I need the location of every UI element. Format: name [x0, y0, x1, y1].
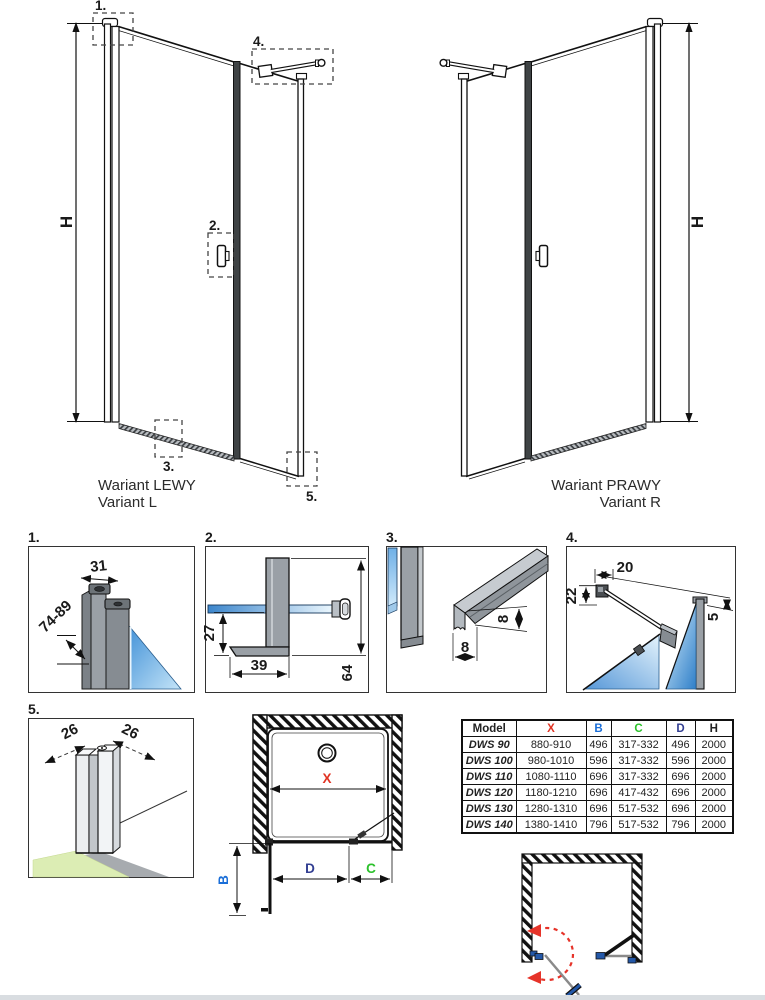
- cell-model: DWS 130: [462, 801, 516, 817]
- plan-dim-b: B: [216, 875, 231, 885]
- detail-4-dim-height: 22: [563, 587, 580, 605]
- detail-5-dim-right: 26: [118, 720, 142, 744]
- cell-d: 696: [666, 801, 695, 817]
- cell-b: 496: [586, 737, 611, 753]
- table-row: [462, 769, 733, 785]
- detail-2-box: [201, 529, 369, 693]
- spec-table: [461, 719, 734, 834]
- detail-3-drawing: [387, 547, 546, 692]
- detail-4-dim-width: 20: [616, 559, 634, 576]
- col-header-h: H: [695, 720, 733, 737]
- detail-3-dim-height: 8: [495, 614, 512, 624]
- cell-model: DWS 100: [462, 753, 516, 769]
- col-header-x: X: [516, 720, 586, 737]
- table-row: [462, 737, 733, 753]
- col-header-b: B: [586, 720, 611, 737]
- callout-2-label: 2.: [209, 218, 221, 233]
- cell-b: 796: [586, 817, 611, 834]
- cell-model: DWS 140: [462, 817, 516, 834]
- cell-h: 2000: [695, 785, 733, 801]
- detail-1-dim-width: 31: [89, 557, 108, 576]
- detail-5-box: [28, 701, 194, 878]
- cell-c: 517-532: [611, 817, 666, 834]
- detail-3-box: [386, 529, 547, 693]
- cell-h: 2000: [695, 801, 733, 817]
- cell-b: 696: [586, 785, 611, 801]
- page-edge-strip: [0, 995, 765, 1000]
- detail-1-label: 1.: [28, 529, 40, 545]
- variant-right-drawing: [415, 0, 715, 525]
- cell-x: 1380-1410: [516, 817, 586, 834]
- cell-d: 496: [666, 737, 695, 753]
- cell-h: 2000: [695, 769, 733, 785]
- table-row: [462, 785, 733, 801]
- detail-3-dim-width: 8: [460, 639, 470, 656]
- cell-c: 417-432: [611, 785, 666, 801]
- detail-4-label: 4.: [566, 529, 578, 545]
- plan-view-drawing: [213, 703, 443, 933]
- detail-4-drawing: [563, 547, 735, 692]
- detail-1-dim-range: 74-89: [35, 597, 76, 637]
- plan-dim-d: D: [305, 861, 315, 876]
- detail-2-dim-width: 39: [250, 657, 268, 674]
- cell-h: 2000: [695, 753, 733, 769]
- cell-b: 696: [586, 769, 611, 785]
- variant-left-subtitle: Variant L: [98, 493, 157, 511]
- table-row: [462, 817, 733, 834]
- door-swing-diagram: [510, 845, 655, 1000]
- callout-5-label: 5.: [306, 489, 318, 504]
- variant-left-caption: [98, 478, 196, 511]
- variant-right-caption: [551, 478, 661, 511]
- callout-3-label: 3.: [163, 459, 175, 474]
- cell-c: 317-332: [611, 737, 666, 753]
- variant-right-title: Wariant PRAWY: [551, 477, 661, 494]
- cell-c: 317-332: [611, 769, 666, 785]
- cell-d: 796: [666, 817, 695, 834]
- cell-b: 596: [586, 753, 611, 769]
- cell-d: 596: [666, 753, 695, 769]
- detail-1-drawing: [29, 547, 194, 692]
- table-row: [462, 753, 733, 769]
- detail-2-dim-drop: 27: [201, 624, 218, 642]
- detail-2-drawing: [201, 547, 368, 692]
- height-dim-label-left: H: [57, 215, 76, 229]
- variant-left-drawing: [50, 0, 350, 525]
- cell-model: DWS 120: [462, 785, 516, 801]
- col-header-d: D: [666, 720, 695, 737]
- detail-5-label: 5.: [28, 701, 40, 717]
- spec-header-row: [462, 720, 733, 737]
- height-dim-label-right: H: [688, 215, 707, 229]
- col-header-c: C: [611, 720, 666, 737]
- table-row: [462, 801, 733, 817]
- callout-3: [155, 420, 182, 474]
- cell-h: 2000: [695, 737, 733, 753]
- callout-1-label: 1.: [95, 0, 107, 13]
- variant-right-subtitle: Variant R: [599, 493, 661, 511]
- cell-model: DWS 90: [462, 737, 516, 753]
- plan-dim-c: C: [366, 861, 376, 876]
- cell-c: 317-332: [611, 753, 666, 769]
- callout-4-label: 4.: [253, 34, 265, 49]
- cell-x: 880-910: [516, 737, 586, 753]
- detail-4-box: [563, 529, 736, 693]
- cell-x: 1180-1210: [516, 785, 586, 801]
- cell-b: 696: [586, 801, 611, 817]
- cell-x: 1280-1310: [516, 801, 586, 817]
- cell-d: 696: [666, 769, 695, 785]
- col-header-model: Model: [462, 720, 516, 737]
- cell-d: 696: [666, 785, 695, 801]
- cell-x: 1080-1110: [516, 769, 586, 785]
- cell-x: 980-1010: [516, 753, 586, 769]
- detail-2-label: 2.: [205, 529, 217, 545]
- detail-2-dim-height: 64: [339, 664, 356, 682]
- cell-model: DWS 110: [462, 769, 516, 785]
- variant-left-title: Wariant LEWY: [98, 477, 196, 494]
- cell-c: 517-532: [611, 801, 666, 817]
- plan-dim-x: X: [322, 771, 332, 786]
- detail-5-drawing: [29, 719, 193, 877]
- cell-h: 2000: [695, 817, 733, 834]
- detail-5-dim-left: 26: [58, 720, 82, 744]
- detail-1-box: [28, 529, 195, 693]
- detail-4-dim-gap: 5: [705, 612, 722, 622]
- detail-3-label: 3.: [386, 529, 398, 545]
